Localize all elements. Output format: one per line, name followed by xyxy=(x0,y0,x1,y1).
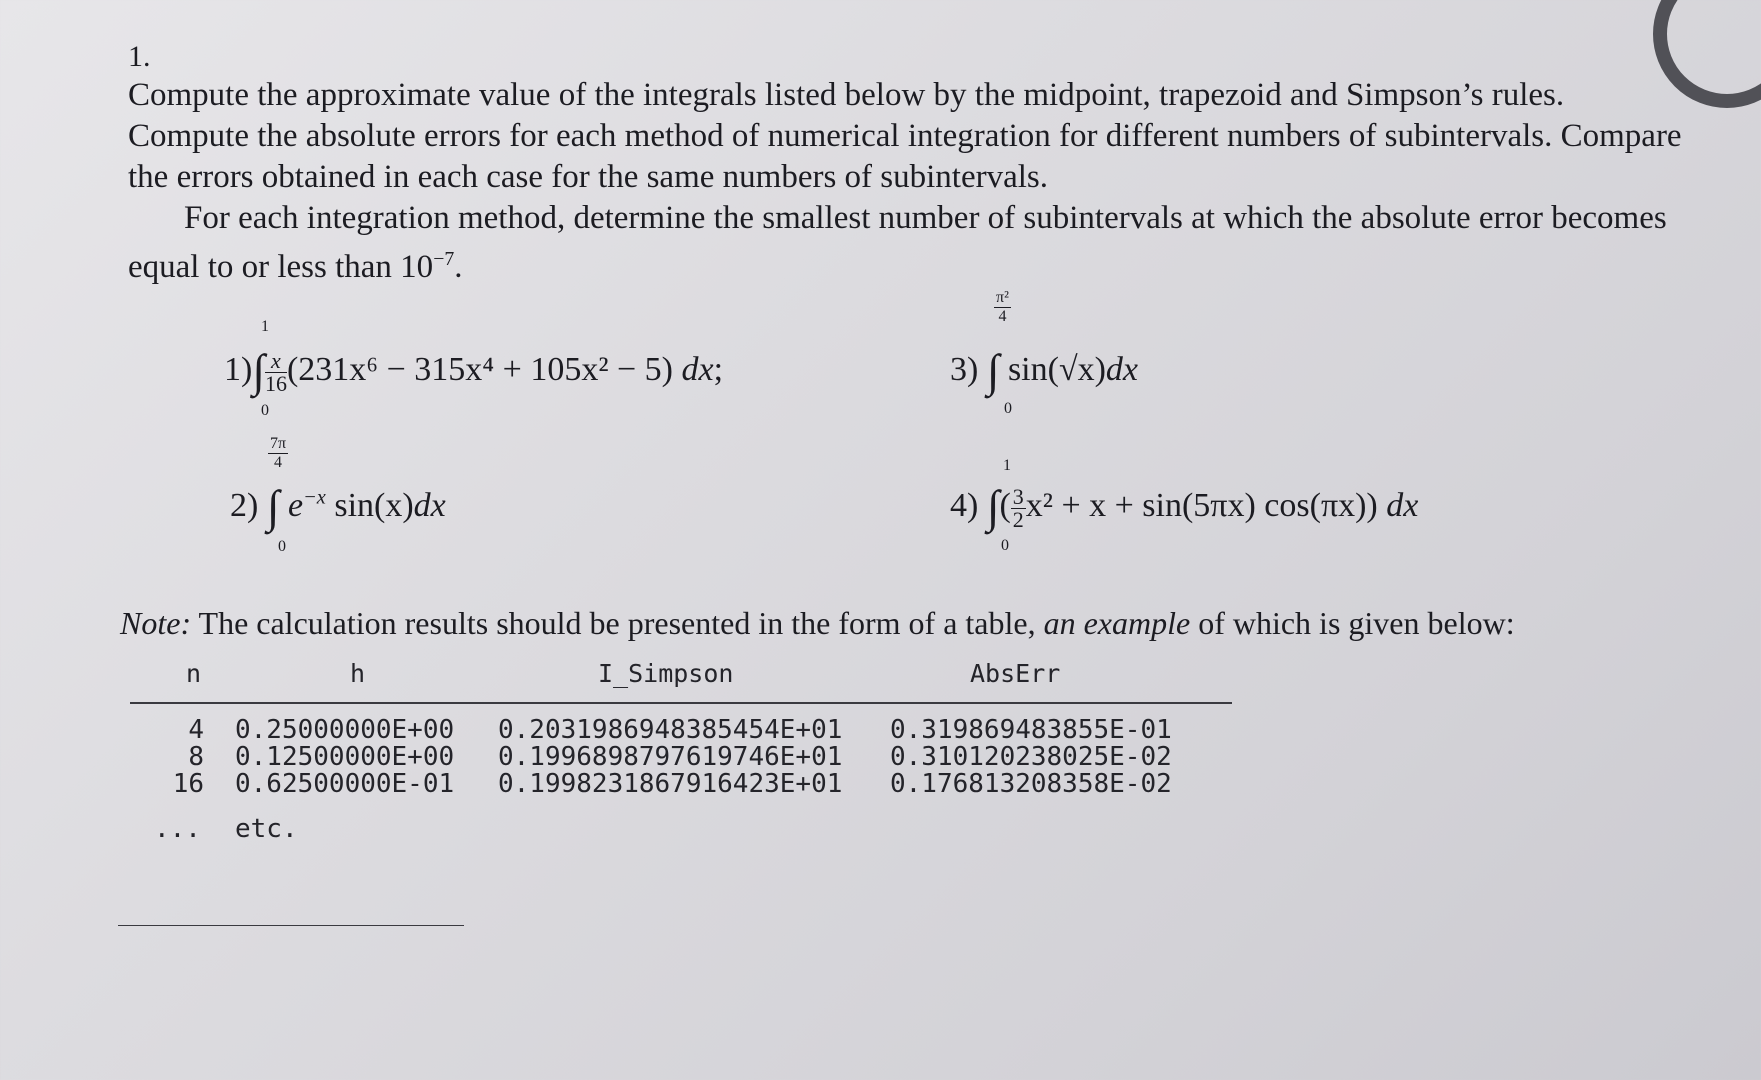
integral-sign: ∫ xyxy=(252,345,265,396)
note-text: Note: The calculation results should be presented in the form of a table, an example of which is given below: xyxy=(120,605,1515,641)
header-h: h xyxy=(350,659,366,688)
integral-1-upper-limit: 1 xyxy=(261,318,269,335)
integral-1-fraction: $\frac{x}{16}$ xyxy=(264,347,287,396)
integral-3-dx: dx xyxy=(1105,351,1139,388)
cell-n: 8 xyxy=(188,742,204,772)
cell-i-simpson: 0.2031986948385454E+01 xyxy=(498,715,843,745)
integral-4-fraction: $\frac{3}{2}$ xyxy=(1012,483,1024,532)
integral-sign: ∫ xyxy=(986,481,1000,532)
integral-4-label: 4) xyxy=(950,487,979,524)
cell-h: 0.12500000E+00 xyxy=(235,742,455,772)
integral-1-body: (231x⁶ − 315x⁴ + 105x² − 5) xyxy=(286,351,674,388)
integral-3-label: 3) xyxy=(950,351,979,388)
etc-label: etc. xyxy=(235,814,298,844)
integral-3-lower-limit: 0 xyxy=(1004,400,1012,417)
note-emphasis: an example xyxy=(1043,605,1191,641)
footnote-rule xyxy=(118,925,464,926)
cell-n: 4 xyxy=(188,715,204,745)
threshold-period: . xyxy=(454,249,463,285)
note-label: Note: xyxy=(120,605,192,641)
ellipsis: ... xyxy=(154,814,201,844)
integral-3-upper-limit: $\frac{\text{π²}}{4}$ xyxy=(996,289,1009,325)
header-divider xyxy=(130,702,1232,704)
integral-2-label: 2) xyxy=(230,487,259,524)
integral-1-lower-limit: 0 xyxy=(261,402,269,419)
cell-abserr: 0.319869483855E-01 xyxy=(890,715,1172,745)
integral-4-lower-limit: 0 xyxy=(1001,537,1009,554)
header-abserr: AbsErr xyxy=(970,659,1061,688)
cell-i-simpson: 0.1996898797619746E+01 xyxy=(498,742,843,772)
integral-4-upper-limit: 1 xyxy=(1003,457,1011,474)
cell-i-simpson: 0.1998231867916423E+01 xyxy=(498,769,843,799)
cell-h: 0.62500000E-01 xyxy=(235,769,455,799)
integral-sign: ∫ xyxy=(266,481,280,532)
integral-sign: ∫ xyxy=(986,345,1000,396)
cell-abserr: 0.176813208358E-02 xyxy=(890,769,1172,799)
cell-h: 0.25000000E+00 xyxy=(235,715,455,745)
problem-number: 1. xyxy=(128,40,151,73)
threshold-exponent: −7 xyxy=(433,248,455,270)
integral-4-dx: dx xyxy=(1386,487,1419,524)
integral-2-dx: dx xyxy=(413,487,446,524)
cell-abserr: 0.310120238025E-02 xyxy=(890,742,1172,772)
header-n: n xyxy=(186,659,202,688)
threshold-text: For each integration method, determine the smallest number of subintervals at which the absolute error becomes equal to or less than 10 xyxy=(128,200,1667,285)
integral-1-dx: dx xyxy=(681,351,714,388)
header-i-simpson: I_Simpson xyxy=(598,659,734,688)
integral-1-label: 1) xyxy=(224,351,253,388)
integral-3-body: sin(√x) xyxy=(1007,351,1106,388)
integral-2-body: sin(x) xyxy=(325,487,414,524)
integral-2-lower-limit: 0 xyxy=(278,538,286,555)
integral-2-upper-limit: $\frac{7\pi}{4}$ xyxy=(270,435,287,471)
cell-n: 16 xyxy=(172,769,204,799)
instructions-paragraph: Compute the approximate value of the integrals listed below by the midpoint, trapezoid and Simpson’s rules. Compute the absolute errors for each method of numerical integration for different numbers of subintervals. Compare the errors obtained in each case for the same numbers of subintervals. xyxy=(128,77,1682,195)
error-threshold-paragraph xyxy=(128,198,1688,288)
integral-4-body: x² + x + sin(5πx) cos(πx)) xyxy=(1025,487,1378,524)
